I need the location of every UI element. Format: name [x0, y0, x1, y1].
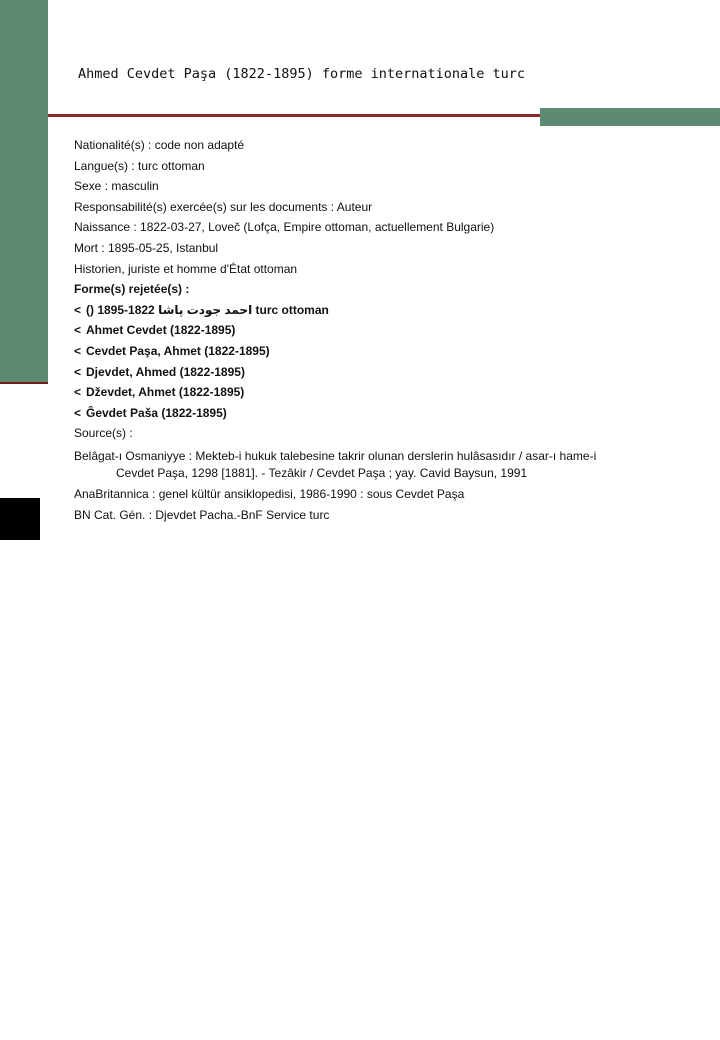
rejected-prefix: < — [74, 385, 82, 400]
rejected-form-text: Djevdet, Ahmed (1822-1895) — [86, 364, 245, 379]
left-bar-edge — [0, 382, 48, 384]
title-rule — [48, 114, 540, 117]
rejected-form-text: Ĝevdet Paša (1822-1895) — [86, 405, 227, 420]
nationality-line: Nationalité(s) : code non adapté — [74, 138, 245, 152]
rejected-form-item — [74, 300, 704, 321]
responsibility-line: Responsabilité(s) exercée(s) sur les documents : Auteur — [74, 199, 373, 214]
source-item — [74, 507, 704, 524]
rejected-form-item — [74, 362, 704, 383]
rejected-form-text: Dževdet, Ahmet (1822-1895) — [86, 385, 245, 400]
source-text: Belâgat-ı Osmaniyye : Mekteb-i hukuk talebesine takrir olunan derslerin hulâsasıdır / asar-ı hame-i — [74, 448, 597, 463]
rejected-prefix: < — [74, 343, 82, 358]
rejected-form-text: Ahmet Cevdet (1822-1895) — [86, 323, 236, 338]
source-item — [74, 486, 704, 503]
corner-logo-block — [0, 498, 40, 1036]
left-accent-bar — [0, 0, 48, 384]
source-text-continued: Cevdet Paşa, 1298 [1881]. - Tezâkir / Cevdet Paşa ; yay. Cavid Baysun, 1991 — [116, 465, 528, 480]
source-text: BN Cat. Gén. : Djevdet Pacha.-BnF Service turc — [74, 507, 330, 522]
source-item — [74, 448, 704, 482]
birth-line: Naissance : 1822-03-27, Loveč (Lofça, Empire ottoman, actuellement Bulgarie) — [74, 220, 495, 235]
rejected-prefix: < — [74, 364, 82, 379]
rejected-prefix: < — [74, 323, 82, 338]
sex-line: Sexe : masculin — [74, 179, 159, 194]
rejected-form-item — [74, 341, 704, 362]
authority-record — [74, 135, 704, 524]
brace-icon: { — [6, 990, 32, 1036]
occupation-line: Historien, juriste et homme d'État ottoman — [74, 261, 298, 276]
page-title: Ahmed Cevdet Paşa (1822-1895) forme internationale turc — [78, 66, 526, 82]
source-text: AnaBritannica : genel kültür ansiklopedisi, 1986-1990 : sous Cevdet Paşa — [74, 486, 465, 501]
rejected-form-text: Cevdet Paşa, Ahmet (1822-1895) — [86, 343, 270, 358]
rejected-form-text: () احمد جودت پاشا 1822-1895 turc ottoman — [86, 302, 329, 317]
rejected-form-item — [74, 382, 704, 403]
language-line: Langue(s) : turc ottoman — [74, 158, 205, 173]
death-line: Mort : 1895-05-25, Istanbul — [74, 240, 219, 255]
rejected-form-item — [74, 403, 704, 424]
rejected-prefix: < — [74, 405, 82, 420]
sources-heading: Source(s) : — [74, 426, 133, 441]
rejected-prefix: < — [74, 302, 82, 317]
title-accent-block — [540, 108, 720, 126]
rejected-form-item — [74, 320, 704, 341]
rejected-forms-heading: Forme(s) rejetée(s) : — [74, 282, 190, 297]
